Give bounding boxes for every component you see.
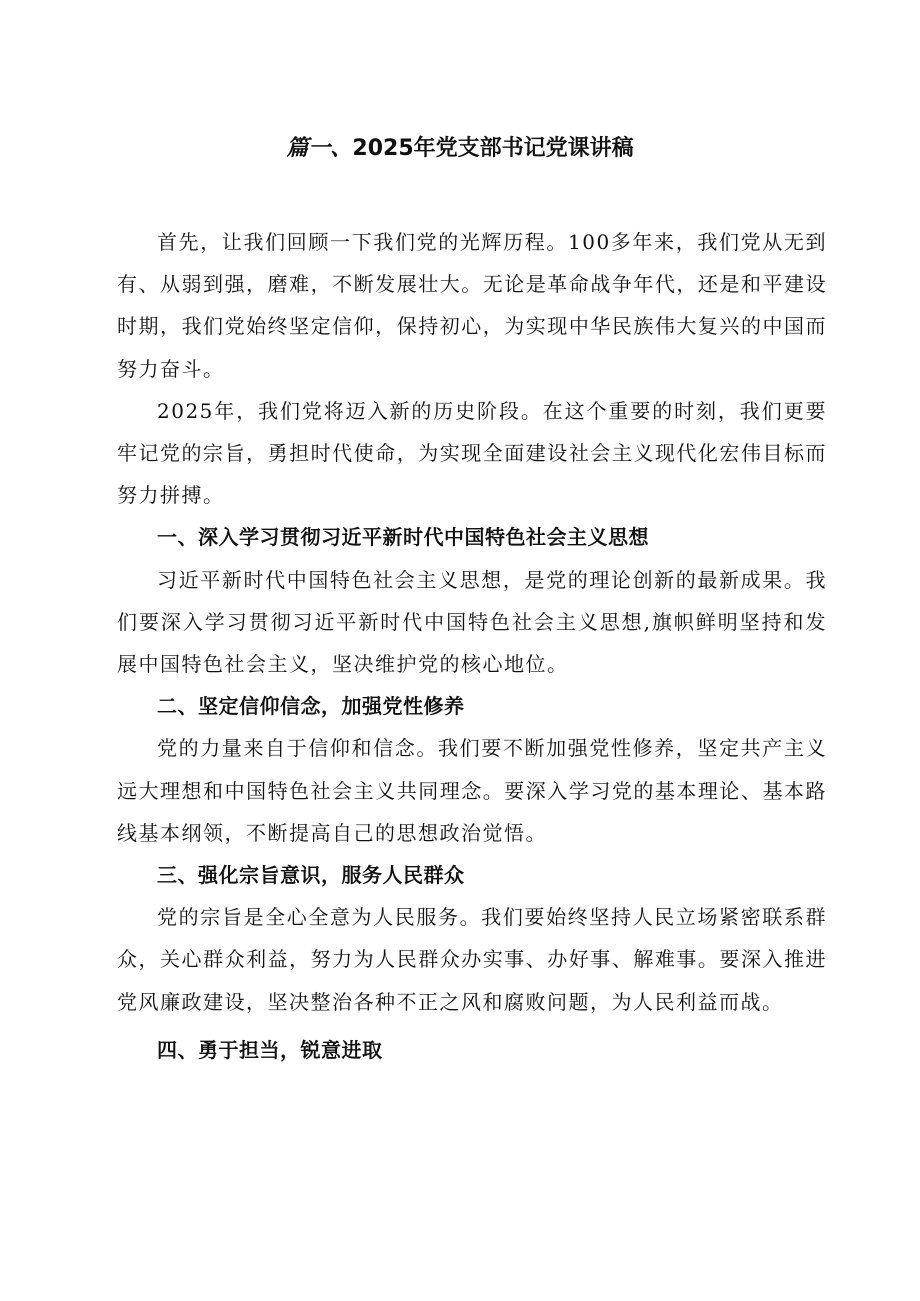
- intro-paragraph-1: 首先，让我们回顾一下我们党的光辉历程。100多年来，我们党从无到有、从弱到强，磨难，不断发展壮大。无论是革命战争年代，还是和平建设时期，我们党始终坚定信仰，保持初心，为实现中华民族伟大复兴的中国而努力奋斗。: [117, 230, 827, 381]
- document-title: [0, 130, 920, 168]
- section-paragraph-2: 党的力量来自于信仰和信念。我们要不断加强党性修养，坚定共产主义远大理想和中国特色社会主义共同理念。要深入学习党的基本理论、基本路线基本纲领，不断提高自己的思想政治觉悟。: [117, 736, 827, 845]
- section-heading-3: 三、强化宗旨意识，服务人民群众: [157, 863, 465, 888]
- section-paragraph-1: 习近平新时代中国特色社会主义思想，是党的理论创新的最新成果。我们要深入学习贯彻习近平新时代中国特色社会主义思想,旗帜鲜明坚持和发展中国特色社会主义，坚决维护党的核心地位。: [117, 567, 827, 677]
- section-heading-4: 四、勇于担当，锐意进取: [157, 1037, 383, 1062]
- section-heading-1: 一、深入学习贯彻习近平新时代中国特色社会主义思想: [157, 525, 649, 550]
- intro-paragraph-2: 2025年，我们党将迈入新的历史阶段。在这个重要的时刻，我们更要牢记党的宗旨，勇担时代使命，为实现全面建设社会主义现代化宏伟目标而努力拼搏。: [117, 398, 827, 508]
- document-body: [117, 221, 827, 1071]
- title-lead: 篇一、: [286, 136, 353, 161]
- section-paragraph-3: 党的宗旨是全心全意为人民服务。我们要始终坚持人民立场紧密联系群众，关心群众利益，努力为人民群众办实事、办好事、解难事。要深入推进党风廉政建设，坚决整治各种不正之风和腐败问题，为人民利益而战。: [117, 905, 827, 1014]
- section-heading-2: 二、坚定信仰信念，加强党性修养: [157, 694, 465, 719]
- title-main: 2025年党支部书记党课讲稿: [352, 136, 634, 161]
